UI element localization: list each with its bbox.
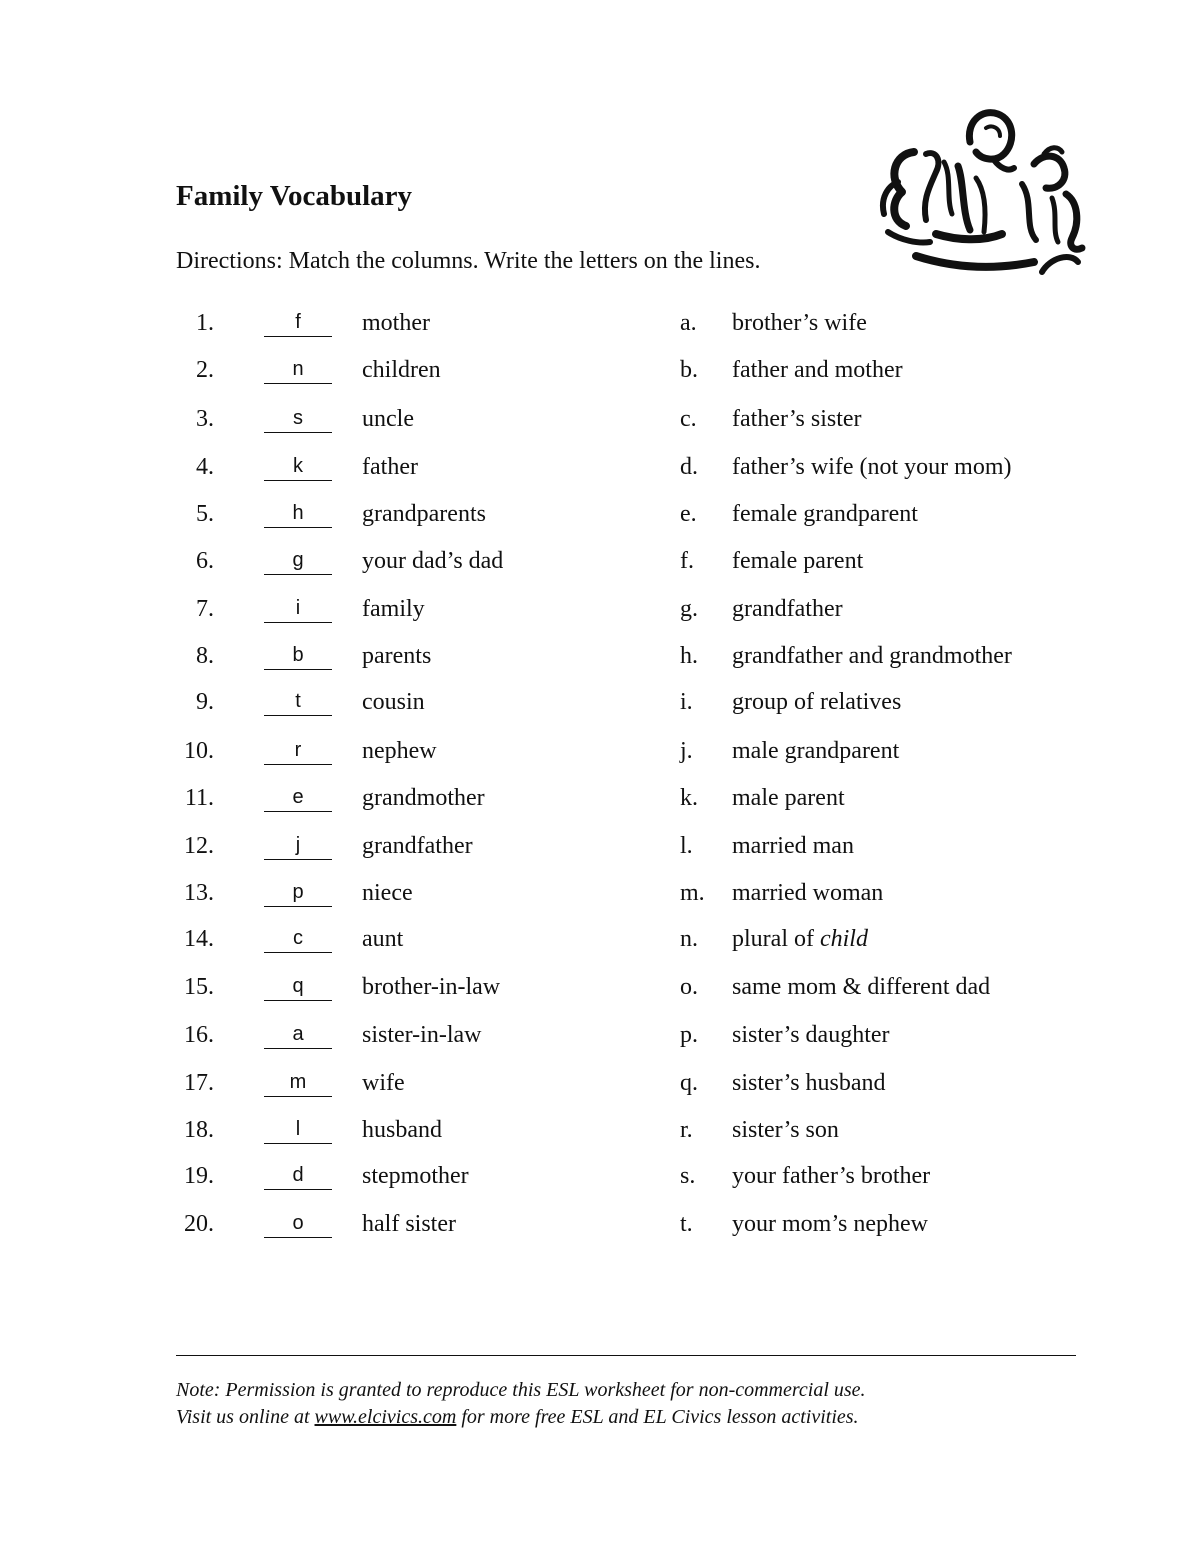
item-number: 19.	[184, 1163, 214, 1189]
item-number: 10.	[184, 738, 214, 764]
definition-text: father’s wife (not your mom)	[732, 454, 1012, 480]
footer-divider	[176, 1355, 1076, 1356]
note-suffix: for more free ESL and EL Civics lesson activities.	[456, 1406, 859, 1428]
definition-letter: d.	[680, 454, 698, 480]
vocabulary-term: nephew	[362, 738, 437, 764]
vocabulary-term: half sister	[362, 1211, 456, 1237]
definition-letter: f.	[680, 548, 694, 574]
definition-letter: p.	[680, 1022, 698, 1048]
table-row	[0, 880, 1200, 920]
definition-text: married woman	[732, 880, 884, 906]
vocabulary-term: grandmother	[362, 785, 485, 811]
item-number: 8.	[196, 643, 214, 669]
answer-field[interactable]: s	[264, 404, 332, 433]
definition-letter: c.	[680, 406, 697, 432]
item-number: 3.	[196, 406, 214, 432]
table-row	[0, 1163, 1200, 1203]
definition-letter: l.	[680, 833, 693, 859]
definition-letter: g.	[680, 596, 698, 622]
table-row	[0, 689, 1200, 729]
answer-field[interactable]: k	[264, 452, 332, 481]
answer-field[interactable]: p	[264, 878, 332, 907]
item-number: 13.	[184, 880, 214, 906]
answer-field[interactable]: o	[264, 1209, 332, 1238]
vocabulary-term: uncle	[362, 406, 414, 432]
definition-letter: q.	[680, 1070, 698, 1096]
vocabulary-term: grandparents	[362, 501, 486, 527]
item-number: 16.	[184, 1022, 214, 1048]
item-number: 12.	[184, 833, 214, 859]
definition-letter: a.	[680, 310, 697, 336]
item-number: 15.	[184, 974, 214, 1000]
table-row	[0, 1070, 1200, 1110]
definition-text: female grandparent	[732, 501, 918, 527]
definition-text: male parent	[732, 785, 845, 811]
table-row	[0, 454, 1200, 494]
definition-letter: j.	[680, 738, 693, 764]
item-number: 1.	[196, 310, 214, 336]
family-clipart-icon	[874, 102, 1098, 284]
answer-field[interactable]: f	[264, 308, 332, 337]
definition-letter: r.	[680, 1117, 693, 1143]
vocabulary-term: family	[362, 596, 425, 622]
vocabulary-term: mother	[362, 310, 430, 336]
definition-letter: i.	[680, 689, 693, 715]
item-number: 14.	[184, 926, 214, 952]
definition-text: grandfather	[732, 596, 843, 622]
vocabulary-term: parents	[362, 643, 432, 669]
definition-text: male grandparent	[732, 738, 900, 764]
vocabulary-term: aunt	[362, 926, 404, 952]
vocabulary-term: stepmother	[362, 1163, 469, 1189]
table-row	[0, 833, 1200, 873]
directions-text: Directions: Match the columns. Write the letters on the lines.	[176, 248, 761, 274]
vocabulary-term: niece	[362, 880, 413, 906]
table-row	[0, 738, 1200, 778]
website-link[interactable]: www.elcivics.com	[314, 1406, 457, 1428]
answer-field[interactable]: e	[264, 783, 332, 812]
vocabulary-term: your dad’s dad	[362, 548, 504, 574]
definition-letter: m.	[680, 880, 705, 906]
answer-field[interactable]: n	[264, 355, 332, 384]
table-row	[0, 785, 1200, 825]
table-row	[0, 1117, 1200, 1157]
item-number: 2.	[196, 357, 214, 383]
table-row	[0, 548, 1200, 588]
answer-field[interactable]: r	[264, 736, 332, 765]
answer-field[interactable]: g	[264, 546, 332, 575]
item-number: 11.	[184, 785, 214, 811]
table-row	[0, 643, 1200, 683]
item-number: 18.	[184, 1117, 214, 1143]
definition-letter: k.	[680, 785, 698, 811]
item-number: 20.	[184, 1211, 214, 1237]
answer-field[interactable]: h	[264, 499, 332, 528]
definition-text: female parent	[732, 548, 864, 574]
answer-field[interactable]: m	[264, 1068, 332, 1097]
answer-field[interactable]: a	[264, 1020, 332, 1049]
table-row	[0, 310, 1200, 350]
footer-note	[176, 1377, 866, 1431]
definition-text: father and mother	[732, 357, 903, 383]
answer-field[interactable]: d	[264, 1161, 332, 1190]
definition-letter: b.	[680, 357, 698, 383]
answer-field[interactable]: q	[264, 972, 332, 1001]
item-number: 9.	[196, 689, 214, 715]
item-number: 5.	[196, 501, 214, 527]
definition-text: married man	[732, 833, 854, 859]
note-line-1: Note: Permission is granted to reproduce this ESL worksheet for non-commercial use.	[176, 1379, 866, 1401]
definition-text: group of relatives	[732, 689, 902, 715]
answer-field[interactable]: j	[264, 831, 332, 860]
table-row	[0, 357, 1200, 397]
vocabulary-term: brother-in-law	[362, 974, 501, 1000]
table-row	[0, 406, 1200, 446]
definition-text: brother’s wife	[732, 310, 867, 336]
table-row	[0, 926, 1200, 966]
definition-text: sister’s husband	[732, 1070, 886, 1096]
definition-text: sister’s son	[732, 1117, 839, 1143]
answer-field[interactable]: t	[264, 687, 332, 716]
item-number: 17.	[184, 1070, 214, 1096]
definition-text: your father’s brother	[732, 1163, 931, 1189]
definition-letter: t.	[680, 1211, 693, 1237]
answer-field[interactable]: i	[264, 594, 332, 623]
vocabulary-term: father	[362, 454, 418, 480]
definition-text: same mom & different dad	[732, 974, 991, 1000]
page-title: Family Vocabulary	[176, 180, 413, 212]
answer-field[interactable]: c	[264, 924, 332, 953]
item-number: 6.	[196, 548, 214, 574]
definition-letter: s.	[680, 1163, 696, 1189]
definition-text: your mom’s nephew	[732, 1211, 928, 1237]
item-number: 4.	[196, 454, 214, 480]
note-line-2	[176, 1404, 866, 1431]
definition-text: plural of child	[732, 926, 868, 952]
vocabulary-term: cousin	[362, 689, 425, 715]
note-prefix: Visit us online at	[176, 1406, 315, 1428]
definition-text: father’s sister	[732, 406, 862, 432]
table-row	[0, 974, 1200, 1014]
definition-letter: h.	[680, 643, 698, 669]
table-row	[0, 501, 1200, 541]
item-number: 7.	[196, 596, 214, 622]
table-row	[0, 1022, 1200, 1062]
table-row	[0, 596, 1200, 636]
answer-field[interactable]: b	[264, 641, 332, 670]
vocabulary-term: grandfather	[362, 833, 473, 859]
vocabulary-term: wife	[362, 1070, 405, 1096]
definition-text: grandfather and grandmother	[732, 643, 1012, 669]
answer-field[interactable]: l	[264, 1115, 332, 1144]
definition-letter: n.	[680, 926, 698, 952]
definition-text: sister’s daughter	[732, 1022, 890, 1048]
vocabulary-term: sister-in-law	[362, 1022, 482, 1048]
table-row	[0, 1211, 1200, 1251]
vocabulary-term: husband	[362, 1117, 442, 1143]
vocabulary-term: children	[362, 357, 441, 383]
definition-letter: o.	[680, 974, 698, 1000]
definition-letter: e.	[680, 501, 697, 527]
